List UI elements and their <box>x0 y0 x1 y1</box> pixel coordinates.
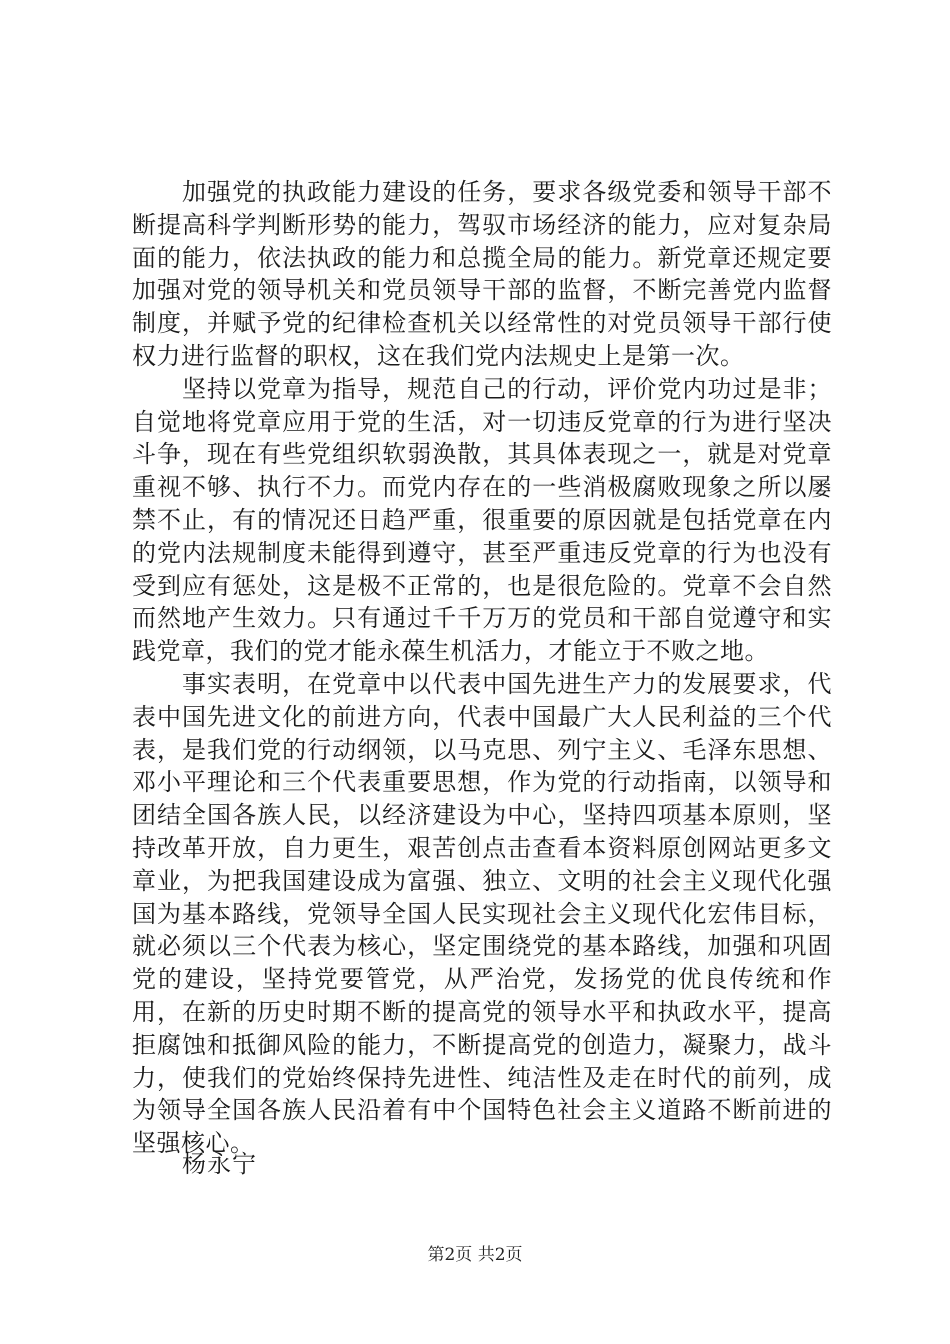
paragraph-1: 加强党的执政能力建设的任务，要求各级党委和领导干部不断提高科学判断形势的能力，驾驭市场经济的能力，应对复杂局面的能力，依法执政的能力和总揽全局的能力。新党章还规定要加强对党的领导机关和党员领导干部的监督，不断完善党内监督制度，并赋予党的纪律检查机关以经常性的对党员领导干部行使权力进行监督的职权，这在我们党内法规史上是第一次。 <box>132 178 832 370</box>
paragraph-2: 坚持以党章为指导，规范自己的行动，评价党内功过是非；自觉地将党章应用于党的生活，对一切违反党章的行为进行坚决斗争，现在有些党组织软弱涣散，其具体表现之一，就是对党章重视不够、执行不力。而党内存在的一些消极腐败现象之所以屡禁不止，有的情况还日趋严重，很重要的原因就是包括党章在内的党内法规制度未能得到遵守，甚至严重违反党章的行为也没有受到应有惩处，这是极不正常的，也是很危险的。党章不会自然而然地产生效力。只有通过千千万万的党员和干部自觉遵守和实践党章，我们的党才能永葆生机活力，才能立于不败之地。 <box>132 374 832 666</box>
page-footer: 第2页 共2页 <box>427 1245 523 1265</box>
author-signature: 杨永宁 <box>182 1150 257 1178</box>
paragraph-3: 事实表明，在党章中以代表中国先进生产力的发展要求，代表中国先进文化的前进方向，代表中国最广大人民利益的三个代表，是我们党的行动纲领，以马克思、列宁主义、毛泽东思想、邓小平理论和三个代表重要思想，作为党的行动指南，以领导和团结全国各族人民，以经济建设为中心，坚持四项基本原则，坚持改革开放，自力更生，艰苦创点击查看本资料原创网站更多文章业，为把我国建设成为富强、独立、文明的社会主义现代化强国为基本路线，党领导全国人民实现社会主义现代化宏伟目标，就必须以三个代表为核心，坚定围绕党的基本路线，加强和巩固党的建设，坚持党要管党，从严治党，发扬党的优良传统和作用，在新的历史时期不断的提高党的领导水平和执政水平，提高拒腐蚀和抵御风险的能力，不断提高党的创造力，凝聚力，战斗力，使我们的党始终保持先进性、纯洁性及走在时代的前列，成为领导全国各族人民沿着有中个国特色社会主义道路不断前进的坚强核心。 <box>132 669 832 1158</box>
document-body <box>132 176 832 1160</box>
